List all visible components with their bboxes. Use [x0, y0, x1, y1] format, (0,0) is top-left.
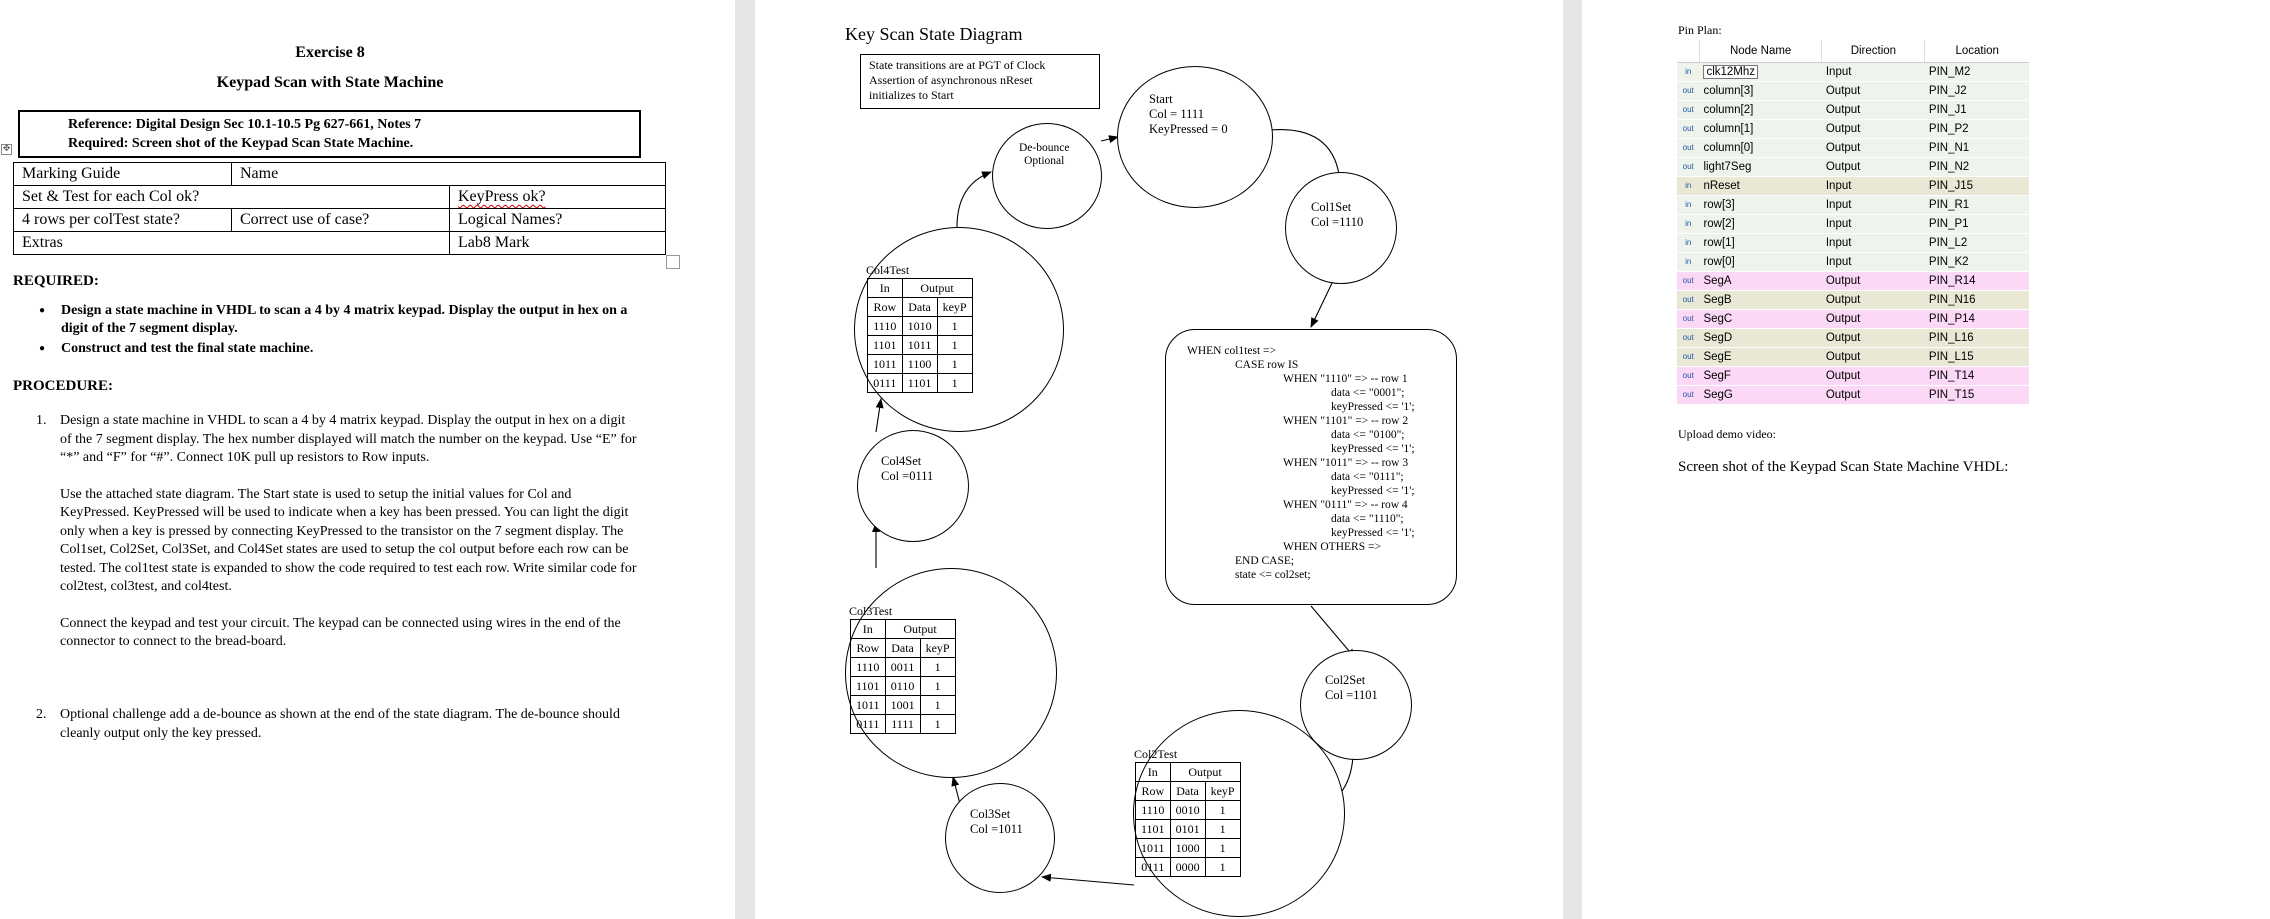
note-line: State transitions are at PGT of Clock: [869, 58, 1046, 72]
state-value: KeyPressed = 0: [1149, 122, 1228, 136]
state-col4set: [857, 430, 969, 542]
pin-direction-icon: in: [1677, 233, 1699, 252]
pin-node-name-text: clk12Mhz: [1703, 65, 1758, 79]
pin-row[interactable]: [1677, 62, 2029, 81]
table-cell: Output: [885, 620, 955, 639]
table-cell: Data: [902, 298, 937, 317]
table-cell: In: [868, 279, 903, 298]
pin-direction[interactable]: Output: [1822, 81, 1925, 100]
pin-row[interactable]: [1677, 347, 2029, 366]
table-cell: 1: [1205, 801, 1240, 820]
table-cell: 1011: [902, 336, 937, 355]
table-cell: Set & Test for each Col ok?: [14, 186, 450, 209]
state-col4set-label: [881, 454, 933, 484]
pin-node-name-text: column[3]: [1703, 84, 1754, 97]
document-page-2: [755, 0, 1563, 919]
pin-row[interactable]: [1677, 366, 2029, 385]
pin-node-name-text: SegC: [1703, 312, 1733, 325]
table-row: [851, 696, 956, 715]
state-value: Col = 1111: [1149, 107, 1204, 121]
pin-node-name-text: column[0]: [1703, 141, 1754, 154]
pin-node-name[interactable]: [1699, 366, 1821, 385]
table-row: [868, 317, 973, 336]
required-line: Required: Screen shot of the Keypad Scan State Machine.: [68, 136, 414, 151]
page-gutter: [735, 0, 755, 919]
list-item: ● Design a state machine in VHDL to scan a 4 by 4 matrix keypad. Display the output in hex on a digit of the 7 segment display.: [37, 302, 647, 338]
table-cell: In: [851, 620, 886, 639]
table-row: [1136, 820, 1241, 839]
pin-direction-icon: out: [1677, 290, 1699, 309]
pin-direction[interactable]: Output: [1822, 271, 1925, 290]
pin-location[interactable]: PIN_R14: [1925, 271, 2029, 290]
table-cell: 1000: [1170, 839, 1205, 858]
pin-direction-icon: out: [1677, 271, 1699, 290]
table-header-row: [1677, 40, 2029, 62]
pin-location[interactable]: PIN_L16: [1925, 328, 2029, 347]
pin-location[interactable]: PIN_P1: [1925, 214, 2029, 233]
code-line: WHEN "1101" => -- row 2: [1283, 415, 1409, 427]
table-row: [14, 232, 666, 255]
list-number: 2.: [36, 707, 47, 722]
table-row: [14, 209, 666, 232]
pin-location[interactable]: PIN_P14: [1925, 309, 2029, 328]
code-line: state <= col2set;: [1235, 569, 1311, 581]
table-cell: 1011: [1136, 839, 1171, 858]
table-cell: 1: [937, 355, 972, 374]
table-cell: 1: [920, 677, 955, 696]
pin-direction[interactable]: Output: [1822, 366, 1925, 385]
pin-row[interactable]: [1677, 233, 2029, 252]
list-item: ● Construct and test the final state machine.: [37, 340, 647, 358]
pin-location[interactable]: PIN_J1: [1925, 100, 2029, 119]
state-value: Col =1101: [1325, 688, 1378, 702]
state-debounce: [992, 123, 1102, 229]
pin-location[interactable]: PIN_N1: [1925, 138, 2029, 157]
pin-direction[interactable]: Input: [1822, 62, 1925, 81]
table-cell: 1: [920, 696, 955, 715]
table-row: [1136, 858, 1241, 877]
pin-direction-icon: out: [1677, 328, 1699, 347]
pin-node-name[interactable]: [1699, 62, 1821, 81]
diagram-title: Key Scan State Diagram: [845, 24, 1023, 44]
table-cell: 1: [937, 336, 972, 355]
pin-direction[interactable]: Output: [1822, 347, 1925, 366]
code-line: keyPressed <= '1';: [1331, 527, 1415, 539]
pin-node-name-text: column[1]: [1703, 122, 1754, 135]
pin-direction-icon: in: [1677, 62, 1699, 81]
table-cell: Name: [232, 163, 666, 186]
pin-node-name-text: row[2]: [1703, 217, 1735, 230]
table-cell: Data: [885, 639, 920, 658]
table-row: [1136, 801, 1241, 820]
state-col4test-label: Col4Test: [866, 263, 910, 277]
pin-location[interactable]: PIN_L15: [1925, 347, 2029, 366]
pin-node-name-text: column[2]: [1703, 103, 1754, 116]
pin-node-name-text: SegB: [1703, 293, 1732, 306]
code-line: data <= "1110";: [1331, 513, 1404, 525]
pin-node-name-text: light7Seg: [1703, 160, 1752, 173]
pin-row[interactable]: [1677, 309, 2029, 328]
pin-plan-table: [1677, 40, 2029, 405]
table-row: [868, 374, 973, 393]
table-cell: 1001: [885, 696, 920, 715]
code-line: data <= "0001";: [1331, 387, 1405, 399]
table-cell: 1101: [1136, 820, 1171, 839]
pin-direction-icon: out: [1677, 138, 1699, 157]
table-cell: 1: [1205, 858, 1240, 877]
pin-row[interactable]: [1677, 252, 2029, 271]
table-cell: 1110: [868, 317, 903, 336]
document-page-1: [0, 0, 735, 919]
table-resize-handle[interactable]: [666, 255, 680, 269]
pin-direction-icon: out: [1677, 81, 1699, 100]
table-cell: 0111: [868, 374, 903, 393]
table-cell: 0000: [1170, 858, 1205, 877]
state-col2set-label: [1325, 673, 1378, 703]
list-number: 1.: [36, 413, 47, 428]
table-cell: 1: [1205, 820, 1240, 839]
column-header-node-name[interactable]: Node Name: [1699, 40, 1821, 62]
pin-row[interactable]: [1677, 157, 2029, 176]
table-cell: 1: [920, 658, 955, 677]
move-cross-icon[interactable]: ✥: [2, 144, 11, 154]
pin-node-name[interactable]: [1699, 100, 1821, 119]
procedure-heading: PROCEDURE:: [13, 378, 113, 394]
table-cell: 1101: [851, 677, 886, 696]
state-name: Start: [1149, 92, 1173, 106]
pin-node-name[interactable]: [1699, 271, 1821, 290]
table-cell: Marking Guide: [14, 163, 232, 186]
page-gutter: [1563, 0, 1582, 919]
table-cell-text: KeyPress ok?: [458, 188, 546, 205]
pin-direction[interactable]: Input: [1822, 195, 1925, 214]
pin-node-name-text: row[0]: [1703, 255, 1735, 268]
table-row: [851, 639, 956, 658]
state-col3set-label: [970, 807, 1023, 837]
pin-plan-label: Pin Plan:: [1678, 23, 1722, 37]
paragraph: Connect the keypad and test your circuit. The keypad can be connected using wires in the end of the connector to connect to the bread-board.: [60, 615, 621, 649]
table-row: [1136, 763, 1241, 782]
pin-direction-icon: out: [1677, 157, 1699, 176]
table-cell: 1011: [868, 355, 903, 374]
pin-direction-icon: out: [1677, 347, 1699, 366]
state-value: Col =1011: [970, 822, 1023, 836]
pin-direction-icon: out: [1677, 119, 1699, 138]
pin-node-name[interactable]: [1699, 119, 1821, 138]
pin-node-name[interactable]: [1699, 195, 1821, 214]
pin-location[interactable]: PIN_N16: [1925, 290, 2029, 309]
table-cell: 0110: [885, 677, 920, 696]
marking-guide-table: [13, 162, 666, 255]
table-cell: In: [1136, 763, 1171, 782]
pin-direction[interactable]: Output: [1822, 100, 1925, 119]
code-line: WHEN "1011" => -- row 3: [1283, 457, 1409, 469]
pin-row[interactable]: [1677, 176, 2029, 195]
pin-location[interactable]: PIN_J15: [1925, 176, 2029, 195]
code-line: keyPressed <= '1';: [1331, 401, 1415, 413]
code-line: keyPressed <= '1';: [1331, 485, 1415, 497]
code-line: WHEN col1test =>: [1187, 345, 1276, 357]
pin-direction-icon: in: [1677, 195, 1699, 214]
pin-direction-icon: out: [1677, 385, 1699, 404]
pin-direction[interactable]: Output: [1822, 290, 1925, 309]
table-row: [868, 279, 973, 298]
pin-location[interactable]: PIN_R1: [1925, 195, 2029, 214]
state-start: [1117, 66, 1273, 208]
pin-node-name-text: row[3]: [1703, 198, 1735, 211]
table-cell: Output: [1170, 763, 1240, 782]
table-cell: Row: [868, 298, 903, 317]
table-row: [851, 658, 956, 677]
code-line: WHEN OTHERS =>: [1283, 541, 1381, 553]
reference-box: [18, 110, 641, 158]
table-cell: [450, 186, 666, 209]
col3test-truth-table: [850, 619, 956, 734]
table-cell: 1101: [868, 336, 903, 355]
table-row: [14, 186, 666, 209]
pin-direction-icon: out: [1677, 100, 1699, 119]
pin-node-name[interactable]: [1699, 214, 1821, 233]
table-cell: 1111: [885, 715, 920, 734]
pin-node-name[interactable]: [1699, 157, 1821, 176]
paragraph: Design a state machine in VHDL to scan a 4 by 4 matrix keypad. Display the output in hex on a digit of the 7 segment display. The hex number displayed will match the number on the keypad. Use “E” for “*” and “F” for “#”. Connect 10K pull up resistors to Row inputs.: [60, 413, 637, 465]
table-row: [868, 298, 973, 317]
pin-node-name[interactable]: [1699, 328, 1821, 347]
pin-row[interactable]: [1677, 214, 2029, 233]
table-cell: 0011: [885, 658, 920, 677]
table-cell: Lab8 Mark: [450, 232, 666, 255]
state-col1set-label: [1311, 200, 1363, 230]
table-row: [868, 355, 973, 374]
table-cell: 1110: [851, 658, 886, 677]
state-name: Col4Set: [881, 454, 922, 468]
note-line: Assertion of asynchronous nReset: [869, 73, 1033, 87]
pin-node-name-text: SegD: [1703, 331, 1733, 344]
pin-node-name[interactable]: [1699, 176, 1821, 195]
table-row: [14, 163, 666, 186]
table-cell: 1: [937, 374, 972, 393]
procedure-item-2: [36, 706, 638, 743]
pin-location[interactable]: PIN_J2: [1925, 81, 2029, 100]
pin-node-name[interactable]: [1699, 81, 1821, 100]
table-cell: keyP: [1205, 782, 1240, 801]
table-cell: 0101: [1170, 820, 1205, 839]
pin-node-name[interactable]: [1699, 309, 1821, 328]
state-col3set: [945, 783, 1055, 893]
pin-direction[interactable]: Output: [1822, 119, 1925, 138]
exercise-subtitle: Keypad Scan with State Machine: [216, 74, 444, 91]
pin-row[interactable]: [1677, 138, 2029, 157]
table-row: [851, 677, 956, 696]
arrow-col4set-to-col4test: [876, 399, 881, 432]
table-row: [868, 336, 973, 355]
upload-video-label: Upload demo video:: [1678, 427, 1776, 441]
table-cell: 1011: [851, 696, 886, 715]
table-cell: Correct use of case?: [232, 209, 450, 232]
table-row: [851, 715, 956, 734]
arrow-debounce-to-start: [1101, 137, 1118, 141]
pin-direction[interactable]: Output: [1822, 328, 1925, 347]
column-header-location[interactable]: Location: [1925, 40, 2029, 62]
required-heading: REQUIRED:: [13, 273, 99, 289]
code-line: CASE row IS: [1235, 359, 1299, 371]
pin-direction[interactable]: Input: [1822, 176, 1925, 195]
state-value: Optional: [1024, 155, 1065, 167]
pin-direction[interactable]: Input: [1822, 252, 1925, 271]
table-row: [1136, 839, 1241, 858]
col4test-truth-table: [867, 278, 973, 393]
pin-location[interactable]: PIN_P2: [1925, 119, 2029, 138]
code-line: data <= "0100";: [1331, 429, 1405, 441]
table-cell: 1101: [902, 374, 937, 393]
pin-row[interactable]: [1677, 385, 2029, 404]
table-cell: 1: [937, 317, 972, 336]
reference-line: Reference: Digital Design Sec 10.1-10.5 Pg 627-661, Notes 7: [68, 117, 422, 132]
pin-location[interactable]: PIN_M2: [1925, 62, 2029, 81]
pin-direction-icon: in: [1677, 214, 1699, 233]
col2test-truth-table: [1135, 762, 1241, 877]
table-cell: 0010: [1170, 801, 1205, 820]
pin-node-name-text: row[1]: [1703, 236, 1735, 249]
pin-node-name-text: SegA: [1703, 274, 1732, 287]
pin-direction[interactable]: Output: [1822, 157, 1925, 176]
paragraph: Optional challenge add a de-bounce as shown at the end of the state diagram. The de-bounce should cleanly output only the key pressed.: [60, 707, 620, 741]
pin-direction[interactable]: Output: [1822, 309, 1925, 328]
pin-node-name[interactable]: [1699, 233, 1821, 252]
state-col3test-label: Col3Test: [849, 604, 893, 618]
column-header-direction[interactable]: Direction: [1822, 40, 1925, 62]
required-list: [37, 302, 647, 360]
pin-direction[interactable]: Output: [1822, 385, 1925, 404]
pin-location[interactable]: PIN_K2: [1925, 252, 2029, 271]
state-name: Col3Set: [970, 807, 1011, 821]
pin-node-name[interactable]: [1699, 290, 1821, 309]
pin-row[interactable]: [1677, 328, 2029, 347]
table-row: [1136, 782, 1241, 801]
code-line: END CASE;: [1235, 555, 1295, 567]
table-cell: Data: [1170, 782, 1205, 801]
table-cell: 1110: [1136, 801, 1171, 820]
state-value: Col =0111: [881, 469, 934, 483]
code-line: data <= "0111";: [1331, 471, 1404, 483]
pin-direction[interactable]: Input: [1822, 233, 1925, 252]
arrow-col1set-to-col1test: [1311, 281, 1333, 327]
table-cell: 4 rows per colTest state?: [14, 209, 232, 232]
pin-direction-icon: in: [1677, 176, 1699, 195]
pin-row[interactable]: [1677, 195, 2029, 214]
table-cell: 1010: [902, 317, 937, 336]
pin-location[interactable]: PIN_N2: [1925, 157, 2029, 176]
table-row: [851, 620, 956, 639]
pin-direction-icon: out: [1677, 366, 1699, 385]
document-page-3: [1582, 0, 2270, 919]
pin-row[interactable]: [1677, 271, 2029, 290]
code-line: WHEN "1110" => -- row 1: [1283, 373, 1408, 385]
procedure-item-1: [36, 412, 638, 652]
table-cell: 1: [1205, 839, 1240, 858]
pin-direction-icon: in: [1677, 252, 1699, 271]
code-line: WHEN "0111" => -- row 4: [1283, 499, 1408, 511]
state-name: Col2Set: [1325, 673, 1366, 687]
state-start-label: [1149, 92, 1228, 137]
pin-location[interactable]: PIN_L2: [1925, 233, 2029, 252]
table-cell: keyP: [937, 298, 972, 317]
pin-node-name[interactable]: [1699, 385, 1821, 404]
exercise-title: Exercise 8: [295, 44, 365, 61]
state-value: Col =1110: [1311, 215, 1364, 229]
pin-direction-icon: out: [1677, 309, 1699, 328]
pin-node-name-text: SegE: [1703, 350, 1732, 363]
pin-row[interactable]: [1677, 119, 2029, 138]
pin-location[interactable]: PIN_T15: [1925, 385, 2029, 404]
table-cell: Output: [902, 279, 972, 298]
pin-node-name[interactable]: [1699, 138, 1821, 157]
arrow-col4test-to-debounce: [957, 172, 991, 227]
pin-node-name[interactable]: [1699, 347, 1821, 366]
state-col2test-label: Col2Test: [1134, 747, 1178, 761]
note-line: initializes to Start: [869, 88, 954, 102]
pin-direction[interactable]: Input: [1822, 214, 1925, 233]
table-cell: 1: [920, 715, 955, 734]
state-name: De-bounce: [1019, 142, 1070, 154]
paragraph: Use the attached state diagram. The Start state is used to setup the initial values for Col and KeyPressed. KeyPressed will be used to indicate when a key has been pressed. You can light the digit only when a key is pressed by connecting KeyPressed to the transistor on the 7 segment display. The Col1set, Col2Set, Col3Set, and Col4Set states are used to setup the col output before each row can be tested. The col1test state is expanded to show the code required to test each row. Write similar code for col2test, col3test, and col4test.: [60, 486, 637, 594]
pin-row[interactable]: [1677, 100, 2029, 119]
pin-location[interactable]: PIN_T14: [1925, 366, 2029, 385]
pin-node-name-text: SegF: [1703, 369, 1731, 382]
table-cell: 1100: [902, 355, 937, 374]
arrow-col2test-to-col3set: [1042, 877, 1134, 885]
code-line: keyPressed <= '1';: [1331, 443, 1415, 455]
table-cell: 0111: [851, 715, 886, 734]
pin-row[interactable]: [1677, 81, 2029, 100]
state-debounce-label: [1019, 142, 1069, 168]
table-cell: keyP: [920, 639, 955, 658]
pin-direction[interactable]: Output: [1822, 138, 1925, 157]
screenshot-label: Screen shot of the Keypad Scan State Machine VHDL:: [1678, 459, 2009, 475]
column-header-icon: [1677, 40, 1699, 62]
state-name: Col1Set: [1311, 200, 1352, 214]
table-cell: Row: [851, 639, 886, 658]
table-cell: 0111: [1136, 858, 1171, 877]
pin-node-name[interactable]: [1699, 252, 1821, 271]
pin-row[interactable]: [1677, 290, 2029, 309]
pin-node-name-text: nReset: [1703, 179, 1740, 192]
pin-node-name-text: SegG: [1703, 388, 1733, 401]
table-cell: Row: [1136, 782, 1171, 801]
table-cell: Extras: [14, 232, 450, 255]
table-cell: Logical Names?: [450, 209, 666, 232]
